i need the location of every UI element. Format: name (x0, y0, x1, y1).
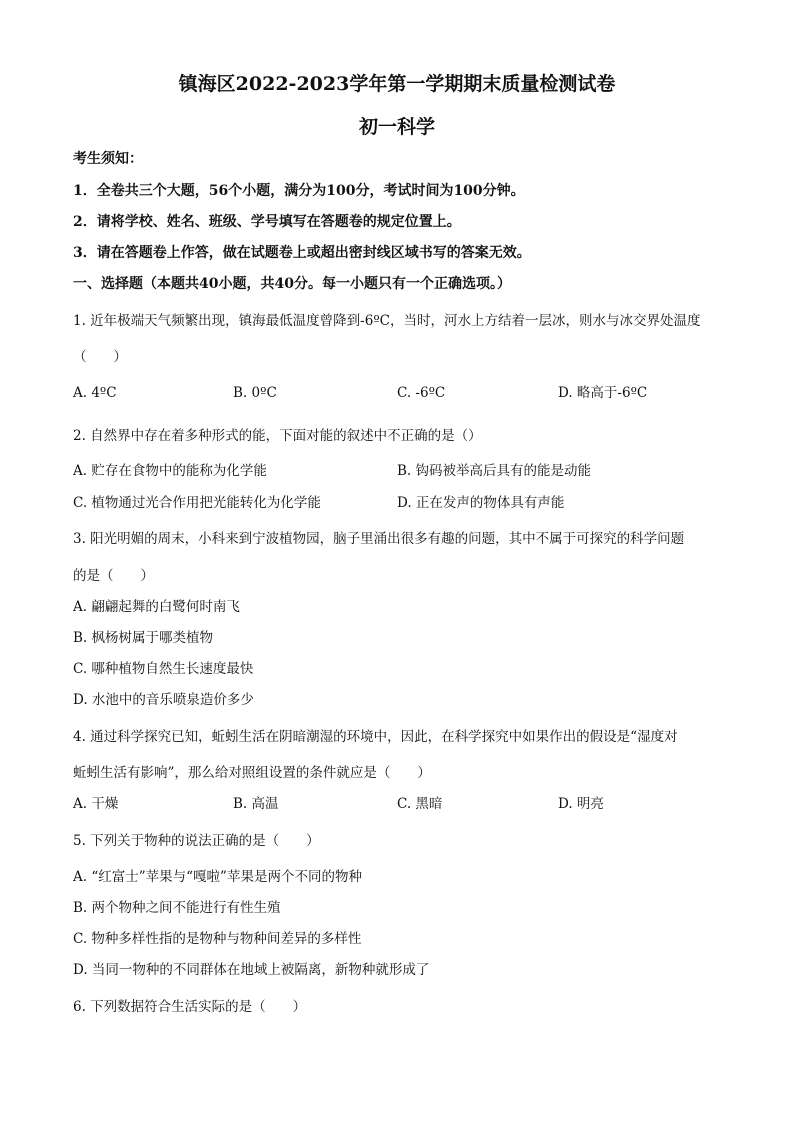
question-1-stem: 1. 近年极端天气频繁出现，镇海最低温度曾降到-6ºC，当时，河水上方结着一层冰，则水与冰交界处温度 (73, 313, 701, 329)
question-4-option-d: D. 明亮 (558, 796, 604, 812)
question-4-stem: 蚯蚓生活有影响”，那么给对照组设置的条件就应是（ ） (73, 765, 431, 781)
question-1-option-b: B. 0ºC (233, 385, 277, 401)
question-5-option-c: C. 物种多样性指的是物种与物种间差异的多样性 (73, 931, 362, 947)
question-2-option-d: D. 正在发声的物体具有声能 (397, 495, 565, 511)
question-6-stem: 6. 下列数据符合生活实际的是（ ） (73, 999, 307, 1015)
question-5-option-b: B. 两个物种之间不能进行有性生殖 (73, 900, 281, 916)
question-5-option-d: D. 当同一物种的不同群体在地域上被隔离，新物种就形成了 (73, 962, 430, 978)
question-3-option-d: D. 水池中的音乐喷泉造价多少 (73, 692, 254, 708)
section-heading: 一、选择题（本题共40小题，共40分。每一小题只有一个正确选项。） (73, 276, 511, 292)
question-4-stem: 4. 通过科学探究已知，蚯蚓生活在阴暗潮湿的环境中，因此，在科学探究中如果作出的假设是“湿度对 (73, 729, 678, 745)
notice-heading: 考生须知： (73, 151, 143, 167)
question-1-option-a: A. 4ºC (73, 385, 117, 401)
question-3-option-c: C. 哪种植物自然生长速度最快 (73, 661, 254, 677)
question-1-option-d: D. 略高于-6ºC (558, 385, 648, 401)
question-1-option-c: C. -6ºC (397, 385, 446, 401)
question-3-option-a: A. 翩翩起舞的白鹭何时南飞 (73, 599, 240, 615)
notice-item: 1．全卷共三个大题，56个小题，满分为100分，考试时间为100分钟。 (73, 183, 525, 199)
question-3-option-b: B. 枫杨树属于哪类植物 (73, 630, 214, 646)
question-5-option-a: A. “红富士”苹果与“嘎啦”苹果是两个不同的物种 (73, 869, 362, 885)
question-2-option-c: C. 植物通过光合作用把光能转化为化学能 (73, 495, 321, 511)
question-4-option-c: C. 黑暗 (397, 796, 443, 812)
question-2-option-a: A. 贮存在食物中的能称为化学能 (73, 463, 267, 479)
question-4-option-b: B. 高温 (233, 796, 279, 812)
question-5-stem: 5. 下列关于物种的说法正确的是（ ） (73, 833, 320, 849)
exam-subtitle: 初一科学 (358, 116, 435, 138)
question-3-stem: 3. 阳光明媚的周末，小科来到宁波植物园，脑子里涌出很多有趣的问题，其中不属于可探究的科学问题 (73, 531, 685, 547)
notice-item: 2．请将学校、姓名、班级、学号填写在答题卷的规定位置上。 (73, 214, 461, 230)
question-1-stem: （ ） (73, 349, 127, 365)
exam-title: 镇海区2022-2023学年第一学期期末质量检测试卷 (178, 73, 616, 95)
question-3-stem: 的是（ ） (73, 568, 154, 584)
question-4-option-a: A. 干燥 (73, 796, 119, 812)
question-2-stem: 2. 自然界中存在着多种形式的能，下面对能的叙述中不正确的是（） (73, 428, 482, 444)
question-2-option-b: B. 钩码被举高后具有的能是动能 (397, 463, 592, 479)
notice-item: 3．请在答题卷上作答，做在试题卷上或超出密封线区域书写的答案无效。 (73, 245, 531, 261)
